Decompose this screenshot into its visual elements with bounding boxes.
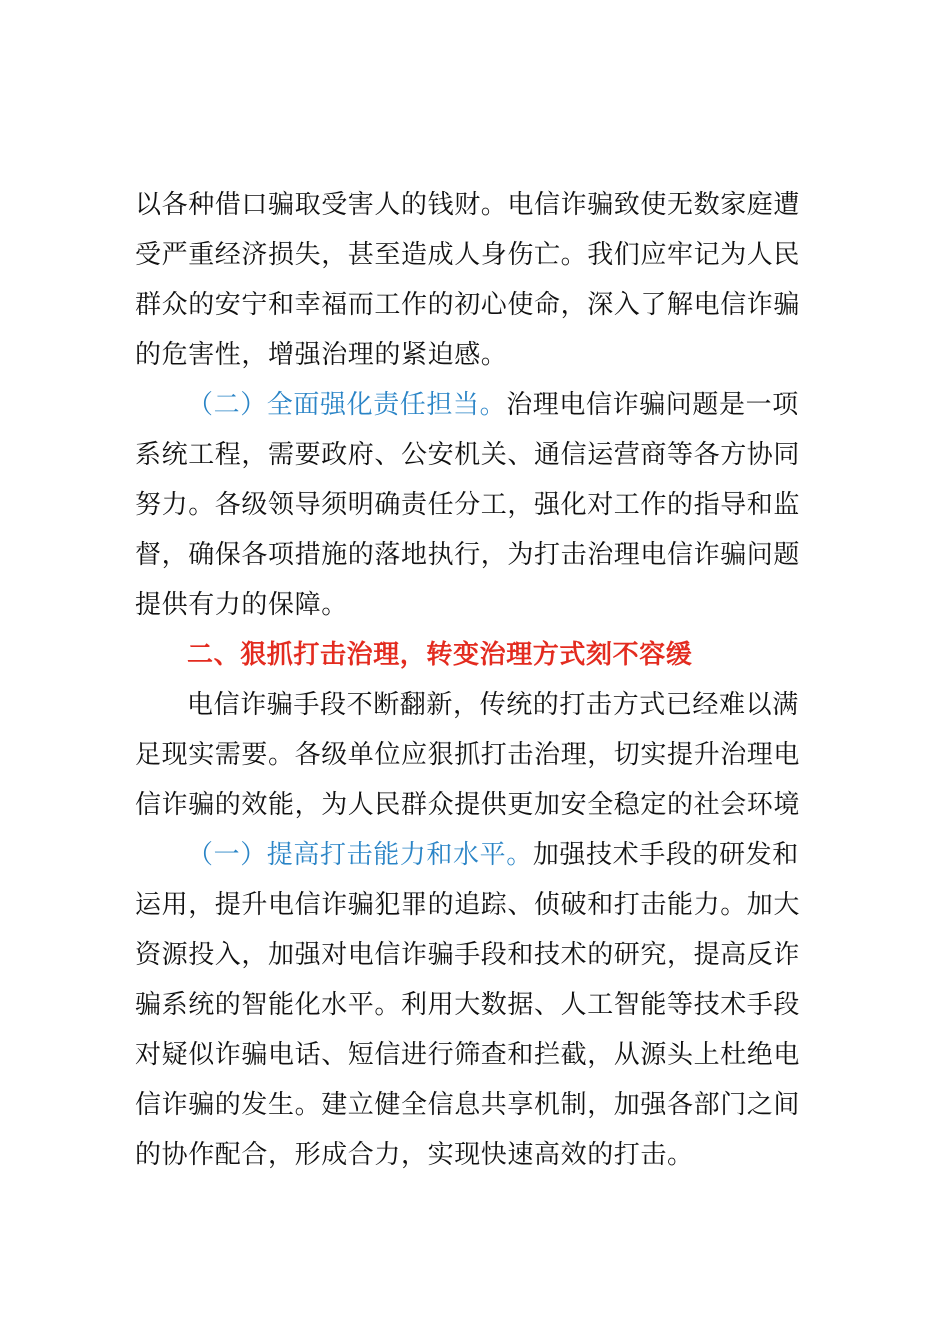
paragraph-line: 提供有力的保障。 xyxy=(135,590,348,620)
section-heading: （二）全面强化责任担当。 xyxy=(187,390,507,420)
paragraph-line: 骗系统的智能化水平。利用大数据、人工智能等技术手段 xyxy=(135,990,801,1020)
paragraph-line: 以各种借口骗取受害人的钱财。电信诈骗致使无数家庭遭 xyxy=(135,190,801,220)
paragraph-line: 的协作配合，形成合力，实现快速高效的打击。 xyxy=(135,1140,694,1170)
paragraph-line: 群众的安宁和幸福而工作的初心使命，深入了解电信诈骗 xyxy=(135,290,801,320)
paragraph-line: 努力。各级领导须明确责任分工，强化对工作的指导和监 xyxy=(135,490,801,520)
paragraph-line: 运用，提升电信诈骗犯罪的追踪、侦破和打击能力。加大 xyxy=(135,890,801,920)
document-body xyxy=(135,180,831,1180)
paragraph-line: 系统工程，需要政府、公安机关、通信运营商等各方协同 xyxy=(135,440,801,470)
section-heading-line xyxy=(135,830,831,880)
paragraph-text: 治理电信诈骗问题是一项 xyxy=(506,390,799,420)
paragraph-line: 信诈骗的效能，为人民群众提供更加安全稳定的社会环境 xyxy=(135,790,801,820)
paragraph-line: 对疑似诈骗电话、短信进行筛查和拦截，从源头上杜绝电 xyxy=(135,1040,801,1070)
paragraph-line: 电信诈骗手段不断翻新，传统的打击方式已经难以满 xyxy=(187,690,799,720)
paragraph-line: 足现实需要。各级单位应狠抓打击治理，切实提升治理电 xyxy=(135,740,801,770)
paragraph-line: 信诈骗的发生。建立健全信息共享机制，加强各部门之间 xyxy=(135,1090,801,1120)
paragraph-text: 加强技术手段的研发和 xyxy=(532,840,799,870)
paragraph-line: 督，确保各项措施的落地执行，为打击治理电信诈骗问题 xyxy=(135,540,801,570)
section-heading: （一）提高打击能力和水平。 xyxy=(187,840,533,870)
chapter-heading: 二、狠抓打击治理，转变治理方式刻不容缓 xyxy=(187,640,693,670)
section-heading-line xyxy=(135,380,831,430)
paragraph-line: 的危害性，增强治理的紧迫感。 xyxy=(135,340,508,370)
paragraph-line: 资源投入，加强对电信诈骗手段和技术的研究，提高反诈 xyxy=(135,940,801,970)
paragraph-line: 受严重经济损失，甚至造成人身伤亡。我们应牢记为人民 xyxy=(135,240,801,270)
